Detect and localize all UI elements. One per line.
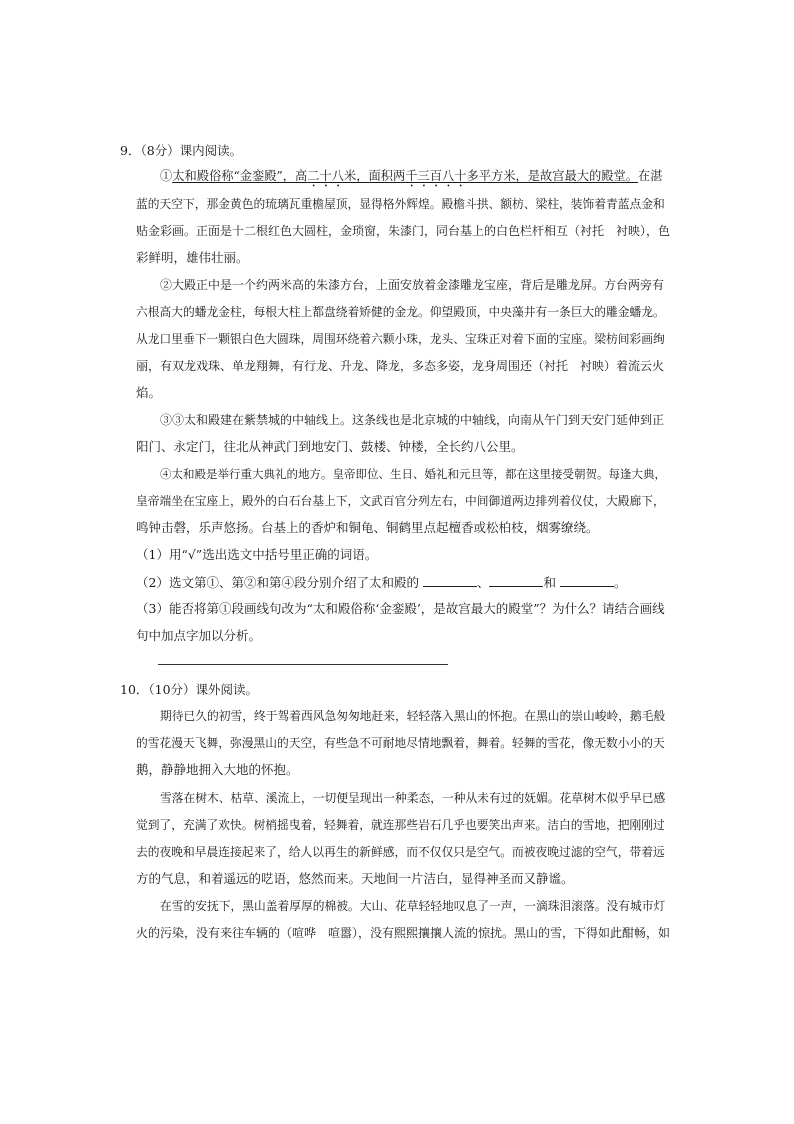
answer-blank-1[interactable] <box>423 574 477 587</box>
q9-subquestion-1: （1）用“√”选出选文中括号里正确的词语。 <box>136 547 378 562</box>
q9-p4-line1: ④太和殿是举行重大典礼的地方。皇帝即位、生日、婚礼和元旦等，都在这里接受朝贺。每逢大典， <box>160 467 666 481</box>
q10-p1-line2: 的雪花漫天飞舞，弥漫黑山的天空，有些急不可耐地尽情地飘着，舞着。轻舞的雪花，像无数小小的天 <box>136 736 665 750</box>
q10-p2-line1: 雪落在树木、枯草、溪流上，一切便呈现出一种柔态，一种从未有过的妩媚。花草树木似乎早已感 <box>160 791 666 805</box>
q9-p3-line2: 阳门、永定门，往北从神武门到地安门、鼓楼、钟楼，全长约八公里。 <box>136 439 524 454</box>
q10-header: 10．（10分）课外阅读。 <box>120 682 259 697</box>
q9-p4-line2: 皇帝端坐在宝座上，殿外的白石台基上下，文武百官分列左右，中间御道两边排列着仪仗，大殿廊下， <box>136 494 665 508</box>
dotted-words: 二十八 <box>307 169 345 183</box>
q9-p1-line1: ①太和殿俗称“金銮殿”，高二十八米，面积两千三百八十多平方米，是故宫最大的殿堂。在湛 <box>160 169 663 183</box>
q10-p3-line2: 火的污染，没有来往车辆的（喧哗 喧嚣），没有熙熙攘攘人流的惊扰。黑山的雪，下得如此酣畅，如 <box>136 926 671 940</box>
dotted-words: 千三百八十 <box>405 169 467 183</box>
q9-subquestion-3-line1: （3）能否将第①段画线句改为“太和殿俗称‘金銮殿’，是故宫最大的殿堂”？为什么？请结合画线 <box>136 601 665 616</box>
q10-p2-line2: 觉到了，充满了欢快。树梢摇曳着，轻舞着，就连那些岩石几乎也要笑出声来。洁白的雪地，把刚刚过 <box>136 818 665 832</box>
q9-subquestion-2: （2）选文第①、第②和第④段分别介绍了太和殿的 、 和 。 <box>136 575 627 590</box>
q10-p2-line3: 去的夜晚和早晨连接起来了，给人以再生的新鲜感，而不仅仅只是空气。而被夜晚过滤的空气，带着远 <box>136 845 665 859</box>
q9-p2-line4: 丽，有双龙戏珠、单龙翔舞，有行龙、升龙、降龙，多态多姿，龙身周围还（衬托 衬映）着流云火 <box>136 359 665 373</box>
q9-header: 9．（8分）课内阅读。 <box>120 143 243 158</box>
answer-blank-2[interactable] <box>489 574 543 587</box>
q10-p3-line1: 在雪的安抚下，黑山盖着厚厚的棉被。大山、花草轻轻地叹息了一声，一滴珠泪滚落。没有城市灯 <box>160 899 666 913</box>
q9-p1-line3: 贴金彩画。正面是十二根红色大圆柱，金琐窗，朱漆门，同台基上的白色栏杆相互（衬托 衬映），色 <box>136 224 671 238</box>
answer-blank-3[interactable] <box>560 574 614 587</box>
q9-p2-line3: 从龙口里垂下一颗银白色大圆珠，周围环绕着六颗小珠，龙头、宝珠正对着下面的宝座。梁枋间彩画绚 <box>136 332 665 346</box>
q9-p1-line2: 蓝的天空下，那金黄色的琉璃瓦重檐屋顶，显得格外辉煌。殿檐斗拱、额枋、梁柱，装饰着青蓝点金和 <box>136 197 665 211</box>
q9-p2-line5: 焰。 <box>136 385 162 400</box>
q10-p1-line3: 鹅，静静地拥入大地的怀抱。 <box>136 762 299 777</box>
q9-p2-line2: 六根高大的蟠龙金柱，每根大柱上都盘绕着矫健的金龙。仰望殿顶，中央藻井有一条巨大的雕金蟠龙。 <box>136 305 665 319</box>
q9-p1-line4: 彩鲜明，雄伟壮丽。 <box>136 250 249 265</box>
q10-p1-line1: 期待已久的初雪，终于驾着西风急匆匆地赶来，轻轻落入黑山的怀抱。在黑山的崇山峻岭，鹅毛般 <box>160 709 666 723</box>
q9-p3-line1: ③③太和殿建在紫禁城的中轴线上。这条线也是北京城的中轴线，向南从午门到天安门延伸到正 <box>160 413 665 427</box>
q9-subquestion-3-line2: 句中加点字加以分析。 <box>136 628 262 643</box>
q9-p2-line1: ②大殿正中是一个约两米高的朱漆方台，上面安放着金漆雕龙宝座，背后是雕龙屏。方台两旁有 <box>160 278 665 292</box>
q9-p4-line3: 鸣钟击磬，乐声悠扬。台基上的香炉和铜龟、铜鹤里点起檀香或松柏枝，烟雾缭绕。 <box>136 520 599 535</box>
para-marker: ① <box>160 169 173 183</box>
q10-p2-line4: 方的气息，和着遥远的呓语，悠然而来。天地间一片洁白，显得神圣而又静谧。 <box>136 871 574 886</box>
underlined-sentence: 太和殿俗称“金銮殿”，高二十八米，面积两千三百八十多平方米，是故宫最大的殿堂。 <box>172 169 639 183</box>
answer-line[interactable] <box>158 664 448 665</box>
